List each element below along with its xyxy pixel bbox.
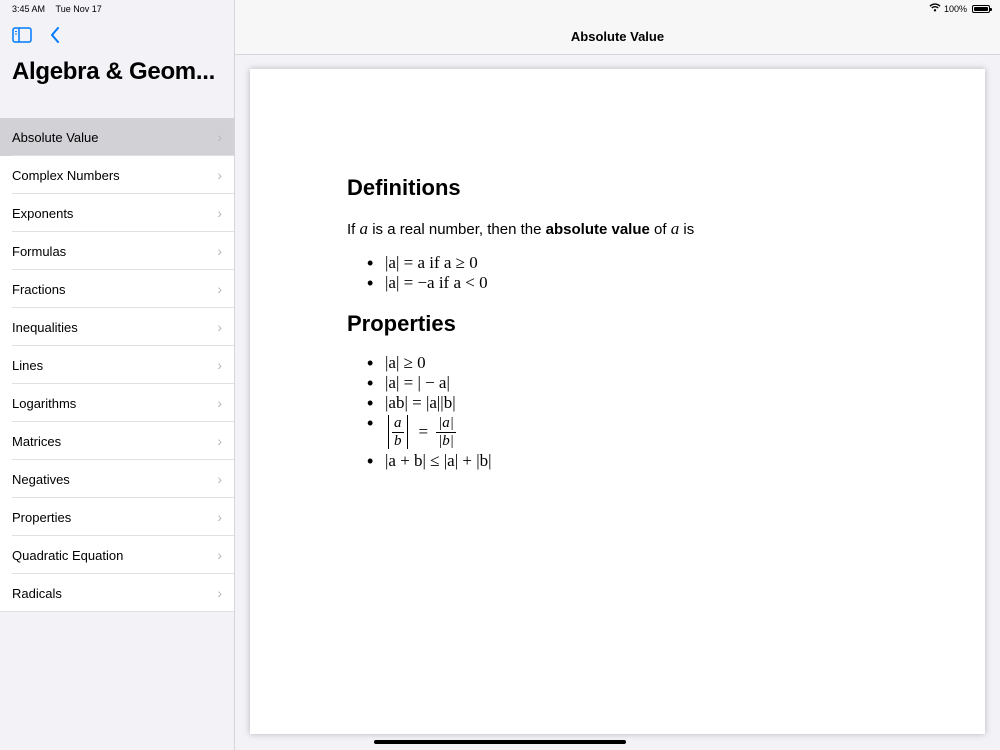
home-indicator[interactable] <box>374 740 626 744</box>
chevron-right-icon: › <box>217 395 222 411</box>
sidebar-toolbar <box>12 27 60 43</box>
chevron-right-icon: › <box>217 205 222 221</box>
sidebar-item-negatives[interactable] <box>0 460 234 498</box>
sidebar-item-formulas[interactable] <box>0 232 234 270</box>
sidebar-item-label: Exponents <box>12 205 74 221</box>
chevron-right-icon: › <box>217 547 222 563</box>
sidebar-item-label: Formulas <box>12 243 67 259</box>
properties-heading: Properties <box>347 311 456 336</box>
definition-item: • |a| = −a if a < 0 <box>347 273 907 293</box>
status-time: 3:45 AM <box>12 4 46 14</box>
status-time-date <box>12 4 102 14</box>
sidebar-item-properties[interactable] <box>0 498 234 536</box>
sidebar-toggle-icon[interactable] <box>12 27 32 43</box>
sidebar-item-label: Complex Numbers <box>12 167 120 183</box>
definition-intro: If a is a real number, then the absolute value of a is <box>347 219 695 238</box>
sidebar-item-fractions[interactable] <box>0 270 234 308</box>
sidebar-item-inequalities[interactable] <box>0 308 234 346</box>
definition-item: • |a| = a if a ≥ 0 <box>347 253 907 273</box>
chevron-right-icon: › <box>217 509 222 525</box>
document-page <box>250 69 985 734</box>
definition-list <box>347 253 907 293</box>
chevron-right-icon: › <box>217 167 222 183</box>
topic-list <box>0 118 234 612</box>
fraction-a-over-b: • $\frac{a}{b}$ <box>394 414 402 449</box>
navigation-bar <box>235 0 1000 55</box>
chevron-right-icon: › <box>217 243 222 259</box>
sidebar-item-label: Negatives <box>12 471 70 487</box>
sidebar <box>0 0 235 750</box>
sidebar-item-label: Fractions <box>12 281 66 297</box>
properties-list <box>347 353 907 471</box>
document-content <box>347 175 907 489</box>
chevron-right-icon: › <box>217 319 222 335</box>
status-date: Tue Nov 17 <box>55 4 102 14</box>
property-item-fraction: • $\frac{a}{b}$ = $\frac{|a|}{|b|}$ <box>347 413 907 451</box>
back-chevron-icon[interactable] <box>50 27 60 43</box>
sidebar-title: Algebra & Geom... <box>12 58 215 85</box>
chevron-right-icon: › <box>217 357 222 373</box>
property-item: • |a| ≥ 0 <box>347 353 907 373</box>
sidebar-item-label: Quadratic Equation <box>12 547 124 563</box>
sidebar-item-quadratic-equation[interactable] <box>0 536 234 574</box>
battery-percent: 100% <box>943 3 967 14</box>
sidebar-item-label: Absolute Value <box>12 129 99 145</box>
sidebar-item-label: Lines <box>12 357 44 373</box>
chevron-right-icon: › <box>217 471 222 487</box>
status-indicators <box>929 3 990 14</box>
nav-title: Absolute Value <box>570 29 665 44</box>
chevron-right-icon: › <box>217 281 222 297</box>
sidebar-item-label: Matrices <box>12 433 62 449</box>
property-item: • |a| = | − a| <box>347 373 907 393</box>
chevron-right-icon: › <box>217 433 222 449</box>
sidebar-item-complex-numbers[interactable] <box>0 156 234 194</box>
sidebar-item-absolute-value[interactable] <box>0 118 234 156</box>
detail-pane <box>235 0 1000 750</box>
sidebar-item-label: Properties <box>12 509 72 525</box>
property-item: • |a + b| ≤ |a| + |b| <box>347 451 907 471</box>
sidebar-item-label: Inequalities <box>12 319 78 335</box>
sidebar-item-label: Logarithms <box>12 395 77 411</box>
fraction-abs-a-over-abs-b: $\frac{|a|}{|b|}$ <box>438 414 454 449</box>
sidebar-item-exponents[interactable] <box>0 194 234 232</box>
property-item: • |ab| = |a||b| <box>347 393 907 413</box>
sidebar-item-logarithms[interactable] <box>0 384 234 422</box>
wifi-icon <box>929 3 941 14</box>
definitions-heading: Definitions <box>347 175 461 200</box>
sidebar-item-radicals[interactable] <box>0 574 234 612</box>
sidebar-item-lines[interactable] <box>0 346 234 384</box>
sidebar-item-label: Radicals <box>12 585 62 601</box>
battery-icon <box>972 5 990 13</box>
chevron-right-icon: › <box>217 585 222 601</box>
chevron-right-icon: › <box>217 129 222 145</box>
sidebar-item-matrices[interactable] <box>0 422 234 460</box>
